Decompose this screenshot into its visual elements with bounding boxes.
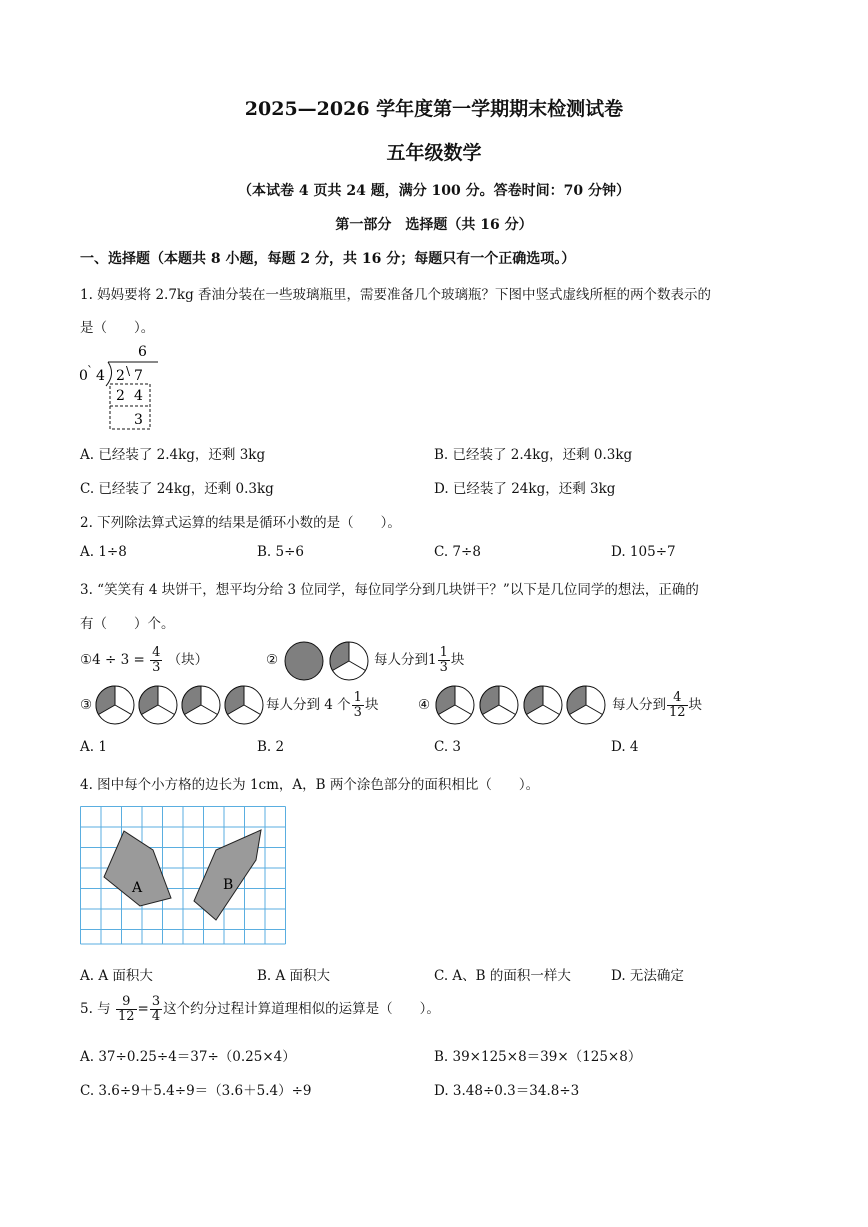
dividend-digit: 7 bbox=[134, 368, 143, 384]
q3-stem-line2: 有（ ）个。 bbox=[80, 616, 175, 632]
divisor-digit: 4 bbox=[96, 368, 105, 384]
q4-option-a[interactable]: A. A 面积大 bbox=[80, 968, 153, 984]
idea3-cookies bbox=[95, 684, 265, 726]
q5-option-c[interactable]: C. 3.6÷9＋5.4÷9＝（3.6＋5.4）÷9 bbox=[80, 1083, 312, 1099]
q1-option-d[interactable]: D. 已经装了 24kg，还剩 3kg bbox=[434, 481, 616, 497]
q2-option-d[interactable]: D. 105÷7 bbox=[611, 544, 676, 560]
q4-option-d[interactable]: D. 无法确定 bbox=[611, 968, 684, 984]
part-title: 第一部分 选择题（共 16 分） bbox=[335, 217, 533, 233]
product-b: 4 bbox=[134, 388, 143, 404]
svg-text:`: ` bbox=[87, 364, 93, 378]
idea2-mark: ② bbox=[266, 652, 279, 668]
shape-b-label: B bbox=[223, 877, 234, 893]
idea1-fraction: $\frac{4}{3}$ bbox=[152, 645, 161, 675]
q5-fraction-1: $\frac{9}{12}$ bbox=[117, 994, 135, 1024]
idea1-unit: （块） bbox=[167, 652, 209, 668]
q3-option-c[interactable]: C. 3 bbox=[434, 739, 462, 755]
q4-option-c[interactable]: C. A、B 的面积一样大 bbox=[434, 968, 571, 984]
q4-stem: 4. 图中每个小方格的边长为 1cm，A，B 两个涂色部分的面积相比（ ）。 bbox=[80, 777, 540, 793]
q5-option-d[interactable]: D. 3.48÷0.3＝34.8÷3 bbox=[434, 1083, 580, 1099]
exam-info: （本试卷 4 页共 24 题，满分 100 分。答卷时间：70 分钟） bbox=[237, 183, 631, 199]
idea2-cookies bbox=[283, 640, 373, 682]
q3-option-a[interactable]: A. 1 bbox=[80, 739, 107, 755]
dividend-int: 2 bbox=[116, 368, 125, 384]
q5-fraction-2: $\frac{3}{4}$ bbox=[151, 994, 161, 1024]
q3-idea-4-text: 每人分到 $\frac{4}{12}$ 块 bbox=[612, 690, 703, 720]
product-a: 2 bbox=[116, 388, 125, 404]
idea1-mark: ① bbox=[80, 652, 93, 668]
q2-option-a[interactable]: A. 1÷8 bbox=[80, 544, 127, 560]
idea4-cookies bbox=[435, 684, 607, 726]
q3-option-b[interactable]: B. 2 bbox=[257, 739, 285, 755]
division-quotient: 6 bbox=[138, 344, 147, 360]
q3-idea-3-text: 每人分到 4 个 $\frac{1}{3}$ 块 bbox=[266, 690, 379, 720]
idea1-expr: 4 ÷ 3 = bbox=[92, 652, 145, 668]
q2-option-c[interactable]: C. 7÷8 bbox=[434, 544, 481, 560]
exam-title: 2025—2026 学年度第一学期期末检测试卷 bbox=[244, 98, 624, 120]
q1-stem-line2: 是（ ）。 bbox=[80, 320, 155, 336]
idea4-mark: ④ bbox=[418, 697, 431, 713]
shape-b bbox=[194, 830, 261, 920]
q4-option-b[interactable]: B. A 面积大 bbox=[257, 968, 331, 984]
q5-stem: 5. 与 $\frac{9}{12}$ = $\frac{3}{4}$ 这个约分过程计算道理相似的运算是（ ）。 bbox=[80, 994, 440, 1024]
q3-option-d[interactable]: D. 4 bbox=[611, 739, 639, 755]
q1-option-b[interactable]: B. 已经装了 2.4kg，还剩 0.3kg bbox=[434, 447, 633, 463]
idea3-mark: ③ bbox=[80, 697, 93, 713]
remainder: 3 bbox=[134, 412, 143, 428]
q3-idea-1 bbox=[80, 646, 208, 675]
q3-idea-2-text: 每人分到1 $\frac{1}{3}$ 块 bbox=[374, 645, 465, 675]
q3-stem-line1: 3. “笑笑有 4 块饼干，想平均分给 3 位同学，每位同学分到几块饼干？”以下是几位同学的想法，正确的 bbox=[80, 582, 699, 598]
section-heading: 一、选择题（本题共 8 小题，每题 2 分，共 16 分；每题只有一个正确选项。） bbox=[80, 251, 576, 267]
shape-a-label: A bbox=[132, 880, 143, 896]
q2-stem: 2. 下列除法算式运算的结果是循环小数的是（ ）。 bbox=[80, 515, 401, 531]
svg-text:\: \ bbox=[126, 364, 131, 378]
q5-option-b[interactable]: B. 39×125×8＝39×（125×8） bbox=[434, 1049, 642, 1065]
subject-title: 五年级数学 bbox=[386, 142, 482, 164]
q2-option-b[interactable]: B. 5÷6 bbox=[257, 544, 304, 560]
q1-option-c[interactable]: C. 已经装了 24kg，还剩 0.3kg bbox=[80, 481, 274, 497]
q5-option-a[interactable]: A. 37÷0.25÷4＝37÷（0.25×4） bbox=[80, 1049, 296, 1065]
q1-option-a[interactable]: A. 已经装了 2.4kg，还剩 3kg bbox=[80, 447, 266, 463]
long-division-figure bbox=[76, 340, 166, 435]
grid-figure bbox=[80, 806, 286, 946]
q1-stem-line1: 1. 妈妈要将 2.7kg 香油分装在一些玻璃瓶里，需要准备几个玻璃瓶？下图中竖式虚线所框的两个数表示的 bbox=[80, 287, 712, 303]
divisor-int: 0 bbox=[79, 368, 88, 384]
